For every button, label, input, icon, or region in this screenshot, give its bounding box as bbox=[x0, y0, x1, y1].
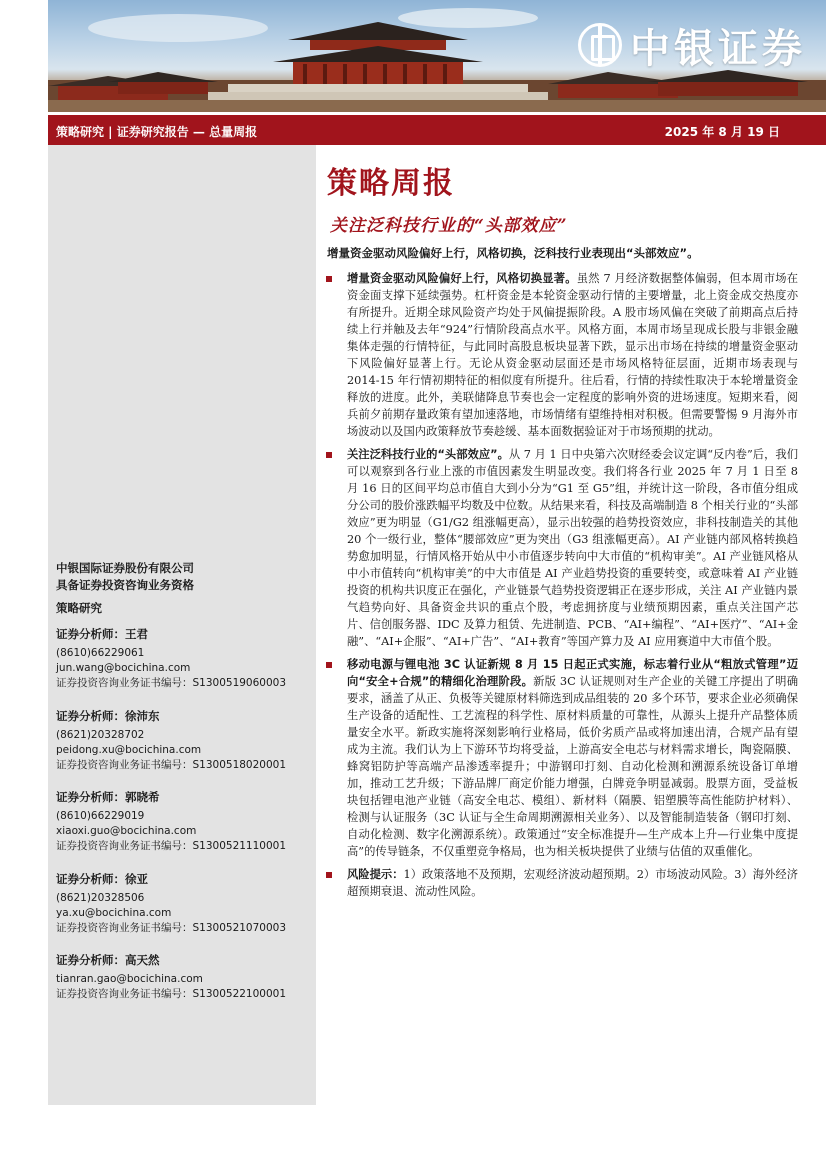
bullet-body: 虽然 7 月经济数据整体偏弱，但本周市场在资金面支撑下延续强势。杠杆资金是本轮资金驱动行情的主要增量，北上资金成交热度亦有所提升。近期全球风险资产均处于风偏提振阶段。A 股市场风偏在突破了前期高点后持续上行并触及去年“924”行情阶段高点水平。风格方面，本周市场呈现成长股与非银金融集体走强的行情特征，与此同时高股息板块显著下跌，显示出市场在持续的增量资金驱动下风险偏好显著上行。无论从资金驱动层面还是市场风格特征层面，近期市场表现与 2014-15 年行情初期特征的相似度有所提升。往后看，行情的持续性取决于本轮增量资金释放的进度。此外，美联储降息节奏也会一定程度的影响外资的进场速度。短期来看，阅兵前夕前期存量政策有望加速落地，市场情绪有望维持相对积极。但需要警惕 9 月海外市场波动以及国内政策释放节奏趁缓、基本面数据验证对于市场预期的扰动。 bbox=[347, 272, 798, 438]
analyst-phone: (8621)20328506 bbox=[56, 892, 145, 904]
bullet-lead: 移动电源与锂电池 3C 认证新规 8 月 15 日起正式实施，标志着行业从“粗放式管理”迈向“安全+合规”的精细化治理阶段。 bbox=[347, 658, 798, 688]
boc-logo-icon bbox=[578, 23, 622, 67]
bullet-body: 从 7 月 1 日中央第六次财经委会议定调“反内卷”后，我们可以观察到各行业上涨的市值因素发生明显改变。我们将各行业 2025 年 7 月 1 日至 8 月 16 日的区间平均总市值自大到小分为“G1 至 G5”组，并统计这一阶段，各市值分组成分公司的股价涨跌幅平均数及中位数。从结果来看，科技及高端制造 8 个相关行业的“头部效应”更为明显（G1/G2 组涨幅更高），显示出较强的趋势投资效应，非科技制造关的其他 20 个一级行业，整体“腰部效应”更为突出（G3 组涨幅更高）。AI 产业链内部风格转换趋势愈加明显，行情风格开始从中小市值逐步转向中大市值的“机构审美”。AI 产业链风格从中小市值转向“机构审美”的中大市值是 AI 产业趋势投资的重要转变，或意味着 AI 产业链投资的机构共识度正在强化，产业链景气趋势投资逻辑正在逐步形成，关注 AI 产业链内景气趋势向好、具备资金共识的重点个股，考虑拥挤度与业绩预期因素，重点关注国产芯片、信创服务器、IDC 及算力租赁、先进制造、PCB、“AI+编程”、“AI+医疗”、“AI+金融”、“AI+企服”、“AI+广告”、“AI+教育”等国产算力及 AI 应用赛道中大市值个股。 bbox=[347, 448, 798, 648]
analyst-name: 证券分析师：王君 bbox=[56, 627, 148, 641]
analyst-name: 证券分析师：高天然 bbox=[56, 953, 160, 967]
header-banner bbox=[48, 0, 826, 112]
bullet-lead: 增量资金驱动风险偏好上行，风格切换显著。 bbox=[347, 272, 577, 285]
analyst-card bbox=[56, 953, 311, 1002]
bullet-item bbox=[324, 866, 798, 900]
bullet-item bbox=[324, 446, 798, 650]
analyst-card bbox=[56, 790, 311, 854]
brand-name: 中银证券 bbox=[630, 25, 806, 72]
bullet-item bbox=[324, 270, 798, 440]
analyst-card bbox=[56, 872, 311, 936]
report-header-bar bbox=[48, 115, 826, 145]
analyst-card bbox=[56, 709, 311, 773]
analyst-cert: 证券投资咨询业务证书编号：S1300518020001 bbox=[56, 759, 287, 771]
org-qualification: 具备证券投资咨询业务资格 bbox=[56, 578, 194, 592]
report-summary: 增量资金驱动风险偏好上行，风格切换，泛科技行业表现出“头部效应”。 bbox=[327, 246, 699, 260]
bullet-body: 新版 3C 认证规则对生产企业的关键工序提出了明确要求，涵盖了从正、负极等关键原材料筛选到成品组装的 20 多个环节，要求企业必须确保生产设备的适配性、工艺流程的科学性、原材料质量的可靠性，从源头上提升产品整体质量安全水平。新政实施将深刻影响行业格局，低价劣质产品或将加速出清，合规产品有望成为主流。我们认为上下游环节均将受益，上游高安全电芯与材料需求增长，陶瓷隔膜、蜂窝铝防护等高端产品渗透率提升；中游钢印打刻、自动化检测和溯源系统设备订单增加，推动工艺升级；下游品牌厂商定价能力增强，白牌竞争明显减弱。股票方面，受益板块包括锂电池产业链（高安全电芯、模组）、新材料（隔膜、铝塑膜等高性能防护材料）、检测与认证服务（3C 认证与全生命周期溯源相关业务）、以及智能制造装备（钢印打刻、自动化检测、数字化溯源系统）。政策通过“安全标准提升—生产成本上升—行业集中度提高”的传导链条，不仅重塑竞争格局，也为相关板块提供了业绩与估值的双重催化。 bbox=[347, 675, 798, 858]
analyst-phone: (8610)66229061 bbox=[56, 647, 145, 659]
analyst-cert: 证券投资咨询业务证书编号：S1300522100001 bbox=[56, 988, 287, 1000]
bullet-square-icon bbox=[326, 452, 332, 458]
section-label: 策略研究 bbox=[56, 601, 102, 615]
bullet-square-icon bbox=[326, 276, 332, 282]
sidebar bbox=[48, 145, 316, 1105]
key-points bbox=[324, 270, 798, 906]
analyst-name: 证券分析师：郭晓希 bbox=[56, 790, 160, 804]
analyst-name: 证券分析师：徐亚 bbox=[56, 872, 148, 886]
analyst-name: 证券分析师：徐沛东 bbox=[56, 709, 160, 723]
analyst-email[interactable]: ya.xu@bocichina.com bbox=[56, 907, 172, 919]
analyst-cert: 证券投资咨询业务证书编号：S1300519060003 bbox=[56, 677, 287, 689]
report-subtitle: 关注泛科技行业的“头部效应” bbox=[330, 216, 568, 236]
bullet-lead: 风险提示： bbox=[347, 868, 404, 881]
analyst-email[interactable]: peidong.xu@bocichina.com bbox=[56, 744, 202, 756]
bullet-square-icon bbox=[326, 662, 332, 668]
org-name: 中银国际证券股份有限公司 bbox=[56, 561, 194, 575]
analyst-card bbox=[56, 627, 311, 691]
bullet-body: 1）政策落地不及预期，宏观经济波动超预期。2）市场波动风险。3）海外经济超预期衰退、流动性风险。 bbox=[347, 868, 798, 898]
bullet-square-icon bbox=[326, 872, 332, 878]
report-title: 策略周报 bbox=[327, 166, 455, 201]
analyst-email[interactable]: tianran.gao@bocichina.com bbox=[56, 973, 203, 985]
breadcrumb: 策略研究 | 证券研究报告 — 总量周报 bbox=[56, 125, 258, 139]
analyst-email[interactable]: xiaoxi.guo@bocichina.com bbox=[56, 825, 197, 837]
analyst-cert: 证券投资咨询业务证书编号：S1300521110001 bbox=[56, 840, 287, 852]
org-info bbox=[56, 560, 306, 594]
analyst-phone: (8621)20328702 bbox=[56, 729, 145, 741]
analyst-cert: 证券投资咨询业务证书编号：S1300521070003 bbox=[56, 922, 287, 934]
brand-logo bbox=[578, 18, 806, 72]
bullet-lead: 关注泛科技行业的“头部效应”。 bbox=[347, 448, 509, 461]
bullet-item bbox=[324, 656, 798, 860]
analyst-email[interactable]: jun.wang@bocichina.com bbox=[56, 662, 191, 674]
report-date: 2025 年 8 月 19 日 bbox=[664, 125, 780, 139]
analyst-phone: (8610)66229019 bbox=[56, 810, 145, 822]
